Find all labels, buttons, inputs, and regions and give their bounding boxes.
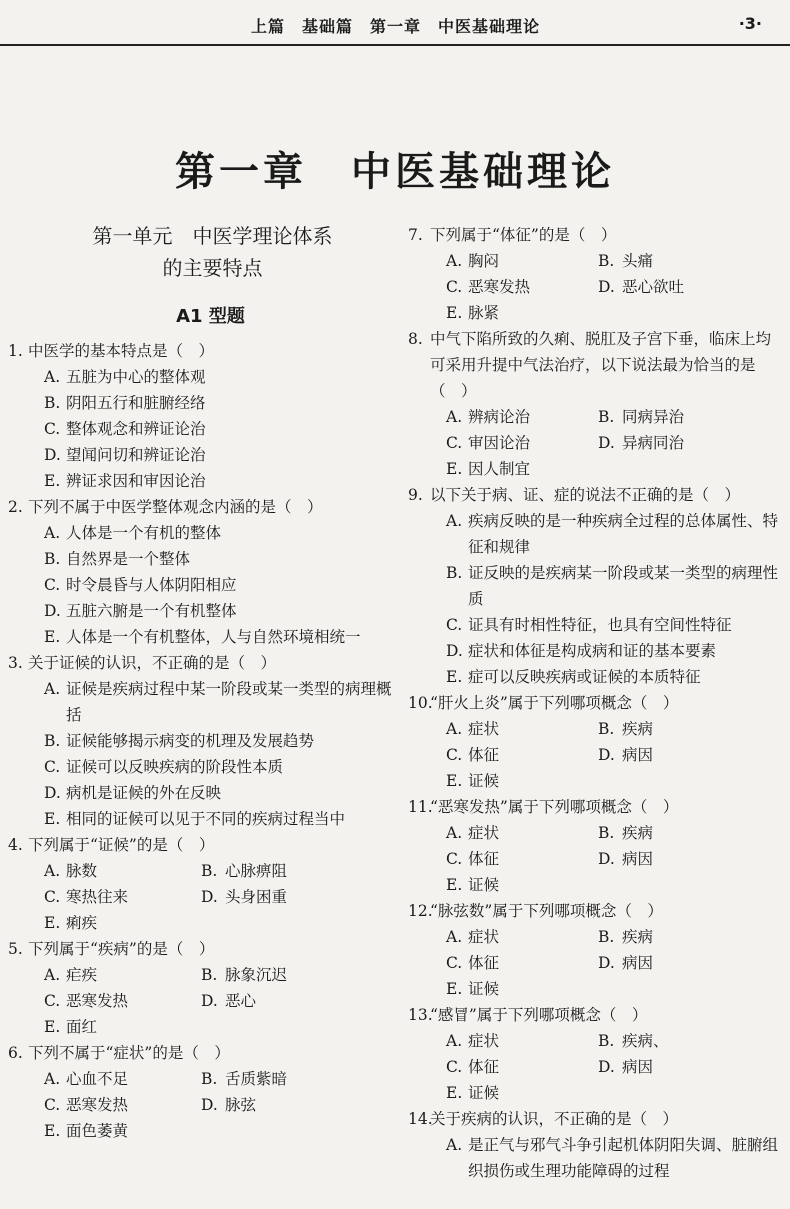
option-letter: D. xyxy=(598,746,615,764)
option-text: 疾病 xyxy=(622,824,654,842)
option-letter: A. xyxy=(44,966,61,984)
option-letter: D. xyxy=(201,1096,218,1114)
answer-option xyxy=(598,950,653,976)
question-number: 8. xyxy=(408,330,423,348)
answer-option xyxy=(8,858,201,884)
answer-option xyxy=(408,248,598,274)
answer-option xyxy=(8,390,393,416)
option-text: 舌质紫暗 xyxy=(225,1070,288,1088)
answer-option xyxy=(408,1132,780,1184)
question-number: 4. xyxy=(8,836,23,854)
option-letter: C. xyxy=(446,616,463,634)
question-stem xyxy=(8,494,393,520)
option-text: 症状 xyxy=(468,1032,500,1050)
question-text: “肝火上炎”属于下列哪项概念（ ） xyxy=(430,694,679,712)
question-text: 中医学的基本特点是（ ） xyxy=(28,342,215,360)
option-text: 头身困重 xyxy=(225,888,288,906)
question-text: “恶寒发热”属于下列哪项概念（ ） xyxy=(430,798,679,816)
option-letter: C. xyxy=(44,420,61,438)
option-letter: E. xyxy=(44,810,61,828)
option-row xyxy=(408,820,780,846)
question-number: 13. xyxy=(408,1006,433,1024)
option-text: 面色萎黄 xyxy=(66,1122,129,1140)
answer-option xyxy=(8,416,393,442)
option-letter: C. xyxy=(44,1096,61,1114)
answer-option xyxy=(408,820,598,846)
option-text: 人体是一个有机的整体 xyxy=(66,524,222,542)
answer-option xyxy=(408,716,598,742)
option-letter: D. xyxy=(44,602,61,620)
option-text: 体征 xyxy=(468,746,500,764)
answer-option xyxy=(8,520,393,546)
option-text: 脉数 xyxy=(66,862,98,880)
option-text: 证候可以反映疾病的阶段性本质 xyxy=(66,758,284,776)
answer-option xyxy=(8,598,393,624)
option-text: 胸闷 xyxy=(468,252,500,270)
question-stem xyxy=(8,936,393,962)
option-text: 相同的证候可以见于不同的疾病过程当中 xyxy=(66,810,346,828)
question-item xyxy=(408,1106,780,1184)
left-column xyxy=(8,220,393,1144)
answer-option xyxy=(408,560,780,612)
option-row xyxy=(8,962,393,988)
option-text: 证候 xyxy=(468,876,500,894)
answer-option xyxy=(8,962,201,988)
question-item xyxy=(8,936,393,1040)
question-number: 6. xyxy=(8,1044,23,1062)
question-stem xyxy=(8,1040,393,1066)
option-row xyxy=(408,274,780,300)
question-text: “感冒”属于下列哪项概念（ ） xyxy=(430,1006,648,1024)
option-text: 疾病 xyxy=(622,928,654,946)
option-row xyxy=(408,404,780,430)
question-stem xyxy=(408,482,780,508)
option-row xyxy=(408,248,780,274)
answer-option xyxy=(408,950,598,976)
option-letter: C. xyxy=(44,576,61,594)
answer-option xyxy=(8,910,393,936)
option-text: 望闻问切和辨证论治 xyxy=(66,446,206,464)
question-item xyxy=(408,1002,780,1106)
option-text: 疾病、 xyxy=(622,1032,669,1050)
question-number: 2. xyxy=(8,498,23,516)
option-row xyxy=(8,1092,393,1118)
option-text: 痢疾 xyxy=(66,914,98,932)
option-letter: C. xyxy=(44,758,61,776)
answer-option xyxy=(8,546,393,572)
answer-option xyxy=(8,442,393,468)
option-text: 阴阳五行和脏腑经络 xyxy=(66,394,206,412)
option-row xyxy=(408,430,780,456)
option-letter: E. xyxy=(44,472,61,490)
option-letter: B. xyxy=(598,1032,615,1050)
option-text: 恶寒发热 xyxy=(66,992,129,1010)
answer-option xyxy=(8,1092,201,1118)
option-row xyxy=(8,988,393,1014)
option-letter: B. xyxy=(201,862,218,880)
answer-option xyxy=(8,624,393,650)
option-letter: E. xyxy=(44,1122,61,1140)
answer-option xyxy=(201,858,287,884)
answer-option xyxy=(408,638,780,664)
question-item xyxy=(8,494,393,650)
answer-option xyxy=(8,754,393,780)
option-text: 恶心 xyxy=(225,992,257,1010)
option-letter: D. xyxy=(598,954,615,972)
question-stem xyxy=(408,794,780,820)
question-item xyxy=(8,1040,393,1144)
option-letter: D. xyxy=(201,888,218,906)
option-row xyxy=(408,846,780,872)
option-letter: D. xyxy=(598,434,615,452)
answer-option xyxy=(408,846,598,872)
answer-option xyxy=(8,364,393,390)
option-letter: C. xyxy=(446,434,463,452)
answer-option xyxy=(598,924,653,950)
question-number: 10. xyxy=(408,694,433,712)
answer-option xyxy=(8,1118,393,1144)
option-text: 病因 xyxy=(622,850,654,868)
option-text: 恶心欲吐 xyxy=(622,278,685,296)
answer-option xyxy=(8,884,201,910)
option-letter: A. xyxy=(446,252,463,270)
question-number: 14. xyxy=(408,1110,433,1128)
option-text: 整体观念和辨证论治 xyxy=(66,420,206,438)
option-letter: A. xyxy=(44,524,61,542)
option-text: 心血不足 xyxy=(66,1070,129,1088)
answer-option xyxy=(598,846,653,872)
option-text: 自然界是一个整体 xyxy=(66,550,191,568)
option-letter: E. xyxy=(44,914,61,932)
option-text: 脉象沉迟 xyxy=(225,966,288,984)
option-letter: B. xyxy=(598,252,615,270)
option-text: 证候是疾病过程中某一阶段或某一类型的病理概括 xyxy=(66,680,392,724)
option-letter: E. xyxy=(44,1018,61,1036)
option-text: 证候 xyxy=(468,1084,500,1102)
option-letter: B. xyxy=(44,732,61,750)
option-text: 面红 xyxy=(66,1018,98,1036)
option-letter: B. xyxy=(201,1070,218,1088)
question-stem xyxy=(8,650,393,676)
option-text: 症状和体征是构成病和证的基本要素 xyxy=(468,642,717,660)
question-number: 11. xyxy=(408,798,433,816)
answer-option xyxy=(201,1092,256,1118)
answer-option xyxy=(598,716,653,742)
question-stem xyxy=(408,1106,780,1132)
question-text: “脉弦数”属于下列哪项概念（ ） xyxy=(430,902,663,920)
option-row xyxy=(8,884,393,910)
answer-option xyxy=(408,768,780,794)
question-number: 1. xyxy=(8,342,23,360)
option-text: 五脏为中心的整体观 xyxy=(66,368,206,386)
option-letter: E. xyxy=(446,304,463,322)
option-row xyxy=(408,1054,780,1080)
option-letter: C. xyxy=(446,278,463,296)
answer-option xyxy=(598,430,684,456)
question-stem xyxy=(408,898,780,924)
question-text: 中气下陷所致的久痢、脱肛及子宫下垂，临床上均可采用升提中气法治疗，以下说法最为恰当的是（ ） xyxy=(430,330,772,400)
option-text: 时令晨昏与人体阴阳相应 xyxy=(66,576,237,594)
answer-option xyxy=(598,820,653,846)
answer-option xyxy=(598,404,684,430)
option-text: 头痛 xyxy=(622,252,654,270)
right-column xyxy=(408,222,780,1184)
question-stem xyxy=(8,338,393,364)
option-letter: C. xyxy=(446,746,463,764)
question-text: 下列属于“证候”的是（ ） xyxy=(28,836,215,854)
answer-option xyxy=(201,962,287,988)
option-letter: D. xyxy=(598,278,615,296)
option-text: 证候 xyxy=(468,772,500,790)
question-item xyxy=(408,222,780,326)
answer-option xyxy=(408,742,598,768)
option-letter: C. xyxy=(44,888,61,906)
question-item xyxy=(408,690,780,794)
question-stem xyxy=(408,1002,780,1028)
answer-option xyxy=(598,248,653,274)
option-row xyxy=(408,742,780,768)
option-text: 是正气与邪气斗争引起机体阴阳失调、脏腑组织损伤或生理功能障碍的过程 xyxy=(468,1136,779,1180)
option-letter: C. xyxy=(446,1058,463,1076)
option-text: 异病同治 xyxy=(622,434,685,452)
option-letter: E. xyxy=(446,668,463,686)
option-text: 证具有时相性特征，也具有空间性特征 xyxy=(468,616,732,634)
option-letter: A. xyxy=(446,928,463,946)
question-stem xyxy=(408,326,780,404)
answer-option xyxy=(408,976,780,1002)
option-letter: D. xyxy=(446,642,463,660)
answer-option xyxy=(408,872,780,898)
option-letter: A. xyxy=(446,720,463,738)
question-number: 3. xyxy=(8,654,23,672)
option-text: 症状 xyxy=(468,928,500,946)
option-letter: A. xyxy=(44,680,61,698)
question-number: 7. xyxy=(408,226,423,244)
option-row xyxy=(408,924,780,950)
answer-option xyxy=(201,1066,287,1092)
question-text: 关于证候的认识，不正确的是（ ） xyxy=(28,654,277,672)
answer-option xyxy=(201,884,287,910)
option-row xyxy=(408,1028,780,1054)
option-text: 症可以反映疾病或证候的本质特征 xyxy=(468,668,701,686)
answer-option xyxy=(408,924,598,950)
answer-option xyxy=(408,664,780,690)
option-letter: D. xyxy=(201,992,218,1010)
answer-option xyxy=(598,742,653,768)
option-text: 体征 xyxy=(468,1058,500,1076)
option-text: 疾病 xyxy=(622,720,654,738)
option-letter: C. xyxy=(44,992,61,1010)
option-text: 辨病论治 xyxy=(468,408,531,426)
page-number: ·3· xyxy=(738,14,762,33)
option-text: 证反映的是疾病某一阶段或某一类型的病理性质 xyxy=(468,564,779,608)
answer-option xyxy=(408,1054,598,1080)
left-question-list xyxy=(8,338,393,1144)
answer-option xyxy=(8,728,393,754)
question-item xyxy=(8,338,393,494)
unit-title-line2: 的主要特点 xyxy=(162,256,263,280)
option-letter: A. xyxy=(44,1070,61,1088)
answer-option xyxy=(8,1066,201,1092)
option-text: 人体是一个有机整体，人与自然环境相统一 xyxy=(66,628,361,646)
option-text: 脉弦 xyxy=(225,1096,257,1114)
option-text: 症状 xyxy=(468,720,500,738)
answer-option xyxy=(598,274,684,300)
option-text: 脉紧 xyxy=(468,304,500,322)
answer-option xyxy=(8,1014,393,1040)
option-text: 症状 xyxy=(468,824,500,842)
answer-option xyxy=(408,1080,780,1106)
question-item xyxy=(408,326,780,482)
question-item xyxy=(8,832,393,936)
option-letter: B. xyxy=(598,408,615,426)
question-stem xyxy=(408,690,780,716)
answer-option xyxy=(598,1054,653,1080)
option-letter: E. xyxy=(446,876,463,894)
answer-option xyxy=(8,676,393,728)
answer-option xyxy=(408,404,598,430)
option-letter: B. xyxy=(446,564,463,582)
option-letter: A. xyxy=(44,368,61,386)
option-letter: A. xyxy=(446,408,463,426)
question-text: 以下关于病、证、症的说法不正确的是（ ） xyxy=(430,486,741,504)
question-number: 12. xyxy=(408,902,433,920)
question-stem xyxy=(408,222,780,248)
option-text: 病机是证候的外在反映 xyxy=(66,784,222,802)
option-letter: C. xyxy=(446,954,463,972)
option-letter: B. xyxy=(598,720,615,738)
answer-option xyxy=(408,274,598,300)
option-row xyxy=(408,716,780,742)
option-row xyxy=(8,1066,393,1092)
option-letter: E. xyxy=(446,772,463,790)
answer-option xyxy=(408,1028,598,1054)
option-letter: B. xyxy=(598,928,615,946)
option-text: 五脏六腑是一个有机整体 xyxy=(66,602,237,620)
option-letter: A. xyxy=(446,1032,463,1050)
option-text: 同病异治 xyxy=(622,408,685,426)
header-title: 上篇 基础篇 第一章 中医基础理论 xyxy=(250,17,540,36)
option-letter: A. xyxy=(44,862,61,880)
answer-option xyxy=(8,468,393,494)
option-letter: A. xyxy=(446,512,463,530)
answer-option xyxy=(408,612,780,638)
option-letter: A. xyxy=(446,824,463,842)
option-letter: C. xyxy=(446,850,463,868)
question-text: 关于疾病的认识，不正确的是（ ） xyxy=(430,1110,679,1128)
option-letter: D. xyxy=(598,850,615,868)
option-letter: E. xyxy=(446,460,463,478)
option-text: 恶寒发热 xyxy=(468,278,531,296)
option-letter: B. xyxy=(201,966,218,984)
question-stem xyxy=(8,832,393,858)
option-letter: D. xyxy=(44,446,61,464)
answer-option xyxy=(8,572,393,598)
answer-option xyxy=(408,300,780,326)
question-type-heading: A1 型题 xyxy=(176,306,245,327)
option-letter: A. xyxy=(446,1136,463,1154)
chapter-title: 第一章 中医基础理论 xyxy=(175,149,615,195)
option-row xyxy=(408,950,780,976)
option-letter: E. xyxy=(44,628,61,646)
right-question-list xyxy=(408,222,780,1184)
option-text: 病因 xyxy=(622,954,654,972)
option-text: 病因 xyxy=(622,1058,654,1076)
question-item xyxy=(8,650,393,832)
answer-option xyxy=(408,430,598,456)
option-text: 疟疾 xyxy=(66,966,98,984)
question-item xyxy=(408,482,780,690)
option-text: 辨证求因和审因论治 xyxy=(66,472,206,490)
answer-option xyxy=(8,806,393,832)
option-row xyxy=(8,858,393,884)
answer-option xyxy=(408,508,780,560)
question-text: 下列不属于中医学整体观念内涵的是（ ） xyxy=(28,498,323,516)
option-text: 疾病反映的是一种疾病全过程的总体属性、特征和规律 xyxy=(468,512,779,556)
option-letter: D. xyxy=(598,1058,615,1076)
question-text: 下列属于“体征”的是（ ） xyxy=(430,226,617,244)
question-number: 5. xyxy=(8,940,23,958)
question-text: 下列不属于“症状”的是（ ） xyxy=(28,1044,230,1062)
option-text: 证候 xyxy=(468,980,500,998)
question-item xyxy=(408,898,780,1002)
answer-option xyxy=(598,1028,669,1054)
answer-option xyxy=(8,988,201,1014)
option-text: 证候能够揭示病变的机理及发展趋势 xyxy=(66,732,315,750)
option-text: 心脉痹阻 xyxy=(225,862,288,880)
question-text: 下列属于“疾病”的是（ ） xyxy=(28,940,215,958)
running-header xyxy=(0,0,790,46)
question-number: 9. xyxy=(408,486,423,504)
unit-title xyxy=(32,220,393,284)
option-text: 体征 xyxy=(468,850,500,868)
answer-option xyxy=(8,780,393,806)
option-letter: B. xyxy=(44,550,61,568)
option-letter: D. xyxy=(44,784,61,802)
option-letter: E. xyxy=(446,980,463,998)
option-text: 恶寒发热 xyxy=(66,1096,129,1114)
unit-title-line1: 第一单元 中医学理论体系 xyxy=(92,224,333,248)
answer-option xyxy=(408,456,780,482)
option-text: 审因论治 xyxy=(468,434,531,452)
option-text: 病因 xyxy=(622,746,654,764)
option-text: 寒热往来 xyxy=(66,888,129,906)
option-text: 因人制宜 xyxy=(468,460,531,478)
option-letter: E. xyxy=(446,1084,463,1102)
question-item xyxy=(408,794,780,898)
option-letter: B. xyxy=(44,394,61,412)
answer-option xyxy=(201,988,256,1014)
option-text: 体征 xyxy=(468,954,500,972)
option-letter: B. xyxy=(598,824,615,842)
